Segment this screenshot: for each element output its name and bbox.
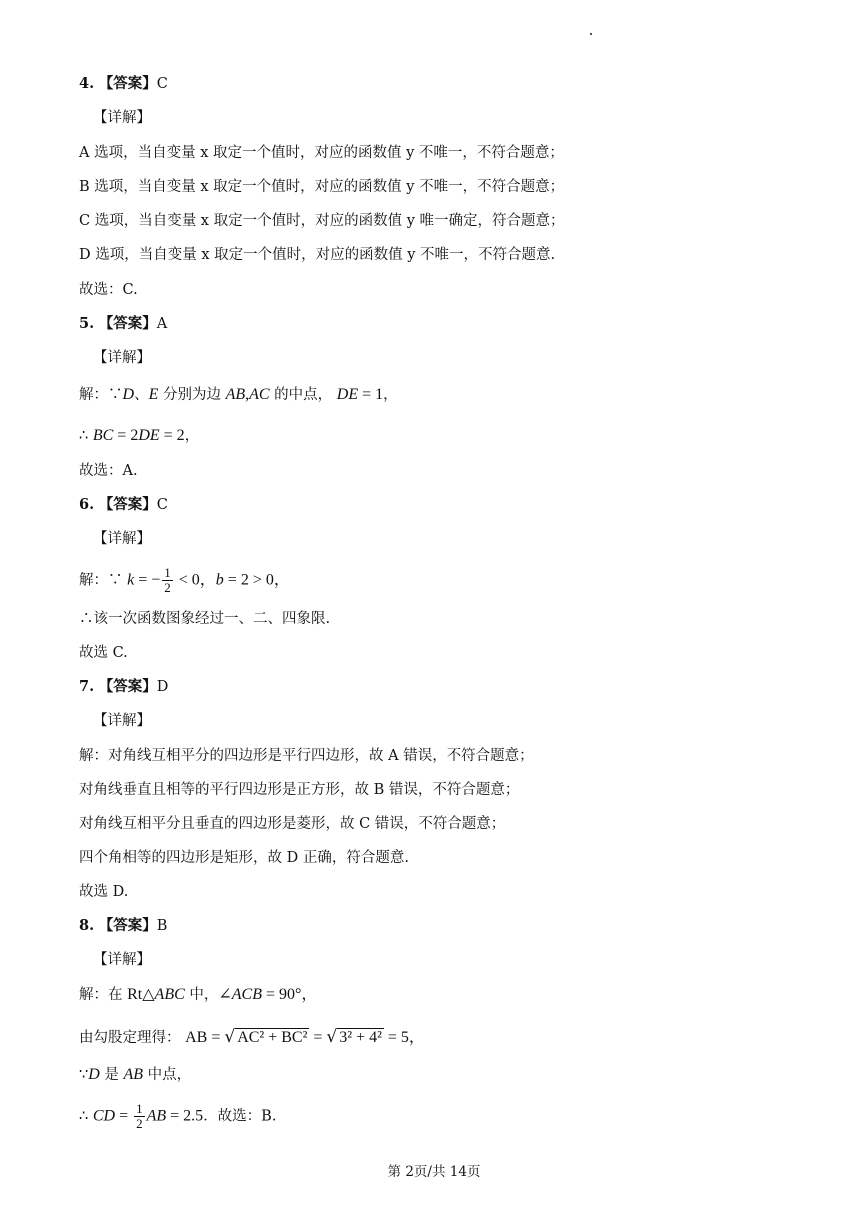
q5-solution-line-1 <box>79 385 398 405</box>
math-expr: = 2 > 0， <box>223 571 290 589</box>
q5-answer-tag: 【答案】 <box>98 315 157 332</box>
q8-answer-tag: 【答案】 <box>98 917 157 934</box>
math-expr: = 5， <box>383 1029 425 1046</box>
math-var: E <box>148 386 159 403</box>
q8-number: 8. <box>79 917 95 934</box>
text: 、 <box>134 387 149 403</box>
q6-detail-tag: 【详解】 <box>93 531 151 547</box>
q5-solution-line-2 <box>79 426 199 446</box>
math-var: CD <box>92 1107 116 1125</box>
math-var: AB <box>123 1066 144 1083</box>
text: ， <box>184 428 200 444</box>
math-var: DE <box>138 427 160 444</box>
text: ， <box>383 387 398 403</box>
q8-detail-tag: 【详解】 <box>93 952 151 968</box>
math-var: k <box>127 571 135 589</box>
q7-line-c: 对角线互相平分且垂直的四边形是菱形，故 C 错误，不符合题意； <box>79 816 506 832</box>
q7-detail-tag: 【详解】 <box>93 713 151 729</box>
q7-choice: 故选 D. <box>79 884 129 900</box>
q6-answer-tag: 【答案】 <box>98 496 157 513</box>
q4-line-c: C 选项，当自变量 x 取定一个值时，对应的函数值 y 唯一确定，符合题意； <box>79 213 565 229</box>
text: 是 <box>99 1067 124 1083</box>
q4-answer: C <box>156 76 168 92</box>
math-var: AB <box>146 1107 167 1125</box>
q8-solution-line-2 <box>79 1027 425 1048</box>
q4-answer-tag: 【答案】 <box>98 75 157 92</box>
text: 中， <box>184 987 219 1003</box>
math-expr: = 2.5 <box>166 1107 204 1125</box>
q4-number: 4. <box>79 75 95 92</box>
math-var: ABC <box>154 986 185 1003</box>
q6-heading <box>79 495 168 515</box>
fraction-one-half <box>162 566 173 595</box>
scan-dot <box>590 33 592 35</box>
q6-solution-line-2: ∴该一次函数图象经过一、二、四象限. <box>79 611 331 627</box>
math-var: D <box>122 386 135 403</box>
sqrt-radicand: AC² + BC² <box>237 1029 308 1046</box>
therefore-symbol: ∴ <box>79 428 93 444</box>
text: ．故选：B. <box>203 1108 277 1125</box>
q8-solution-line-3 <box>79 1065 191 1085</box>
q8-heading <box>79 916 167 936</box>
because-symbol: ∵ <box>79 1067 89 1083</box>
math-var: D <box>88 1066 100 1083</box>
text: 分别为边 <box>158 387 226 403</box>
q5-heading <box>79 314 167 334</box>
math-sep: , <box>245 386 250 403</box>
page-footer: 第 2页/共 14页 <box>387 1164 481 1180</box>
q4-detail-tag: 【详解】 <box>93 110 151 126</box>
q7-heading <box>79 677 168 697</box>
text: 解：∵ <box>79 387 123 403</box>
math-var: AB <box>225 386 246 403</box>
triangle-symbol: △ <box>142 986 155 1003</box>
text: 的中点， <box>269 387 333 403</box>
sqrt-sign: √ <box>326 1027 338 1047</box>
q6-number: 6. <box>79 496 95 513</box>
q6-choice: 故选 C. <box>79 645 128 661</box>
q5-detail-tag: 【详解】 <box>93 350 151 366</box>
q6-answer: C <box>156 497 168 513</box>
math-expr: = 2 <box>159 427 185 444</box>
q5-choice: 故选：A. <box>79 463 138 479</box>
math-var: b <box>215 571 224 589</box>
math-expr: = <box>115 1107 133 1125</box>
q4-line-d: D 选项，当自变量 x 取定一个值时，对应的函数值 y 不唯一，不符合题意. <box>79 247 556 263</box>
q4-line-b: B 选项，当自变量 x 取定一个值时，对应的函数值 y 不唯一，不符合题意； <box>79 179 565 195</box>
sqrt-radicand: 3² + 4² <box>339 1029 382 1046</box>
math-expr: AB = <box>185 1029 225 1046</box>
math-expr: = <box>309 1029 327 1046</box>
fraction-numerator: 1 <box>164 565 171 580</box>
q7-number: 7. <box>79 678 95 695</box>
therefore-symbol: ∴ <box>79 1108 93 1125</box>
q6-solution-line-1 <box>79 566 290 595</box>
math-var: AC <box>249 386 270 403</box>
q4-heading <box>79 74 168 94</box>
math-expr: = 90°， <box>262 986 318 1003</box>
fraction-denominator: 2 <box>164 580 171 595</box>
q8-solution-line-1 <box>79 985 317 1005</box>
math-var: DE <box>336 386 359 403</box>
q7-line-d: 四个角相等的四边形是矩形，故 D 正确，符合题意. <box>79 850 409 866</box>
q7-line-b: 对角线垂直且相等的平行四边形是正方形，故 B 错误，不符合题意； <box>79 782 520 798</box>
q7-answer-tag: 【答案】 <box>98 678 157 695</box>
q7-answer: D <box>156 679 169 695</box>
math-var: BC <box>92 427 114 444</box>
text: 由勾股定理得： <box>79 1030 181 1046</box>
text: 中点， <box>143 1067 192 1083</box>
q8-answer: B <box>156 918 168 934</box>
fraction-one-half <box>134 1102 145 1131</box>
math-expr: = 2 <box>113 427 139 444</box>
math-expr: < 0， <box>174 571 216 589</box>
math-angle: ∠ACB <box>218 986 262 1003</box>
q4-choice: 故选：C. <box>79 282 138 298</box>
q8-solution-line-4 <box>79 1102 276 1131</box>
fraction-numerator: 1 <box>136 1101 143 1116</box>
math-expr: = − <box>134 571 161 589</box>
q7-line-a: 解：对角线互相平分的四边形是平行四边形，故 A 错误，不符合题意； <box>79 748 534 764</box>
q5-number: 5. <box>79 315 95 332</box>
math-expr: Rt <box>127 986 143 1003</box>
q5-answer: A <box>156 316 168 332</box>
text: 解：∵ <box>79 572 128 589</box>
fraction-denominator: 2 <box>136 1116 143 1131</box>
sqrt-sign: √ <box>224 1027 236 1047</box>
text: 解：在 <box>79 987 128 1003</box>
math-expr: = 1 <box>358 386 384 403</box>
q4-line-a: A 选项，当自变量 x 取定一个值时，对应的函数值 y 不唯一，不符合题意； <box>79 145 564 161</box>
